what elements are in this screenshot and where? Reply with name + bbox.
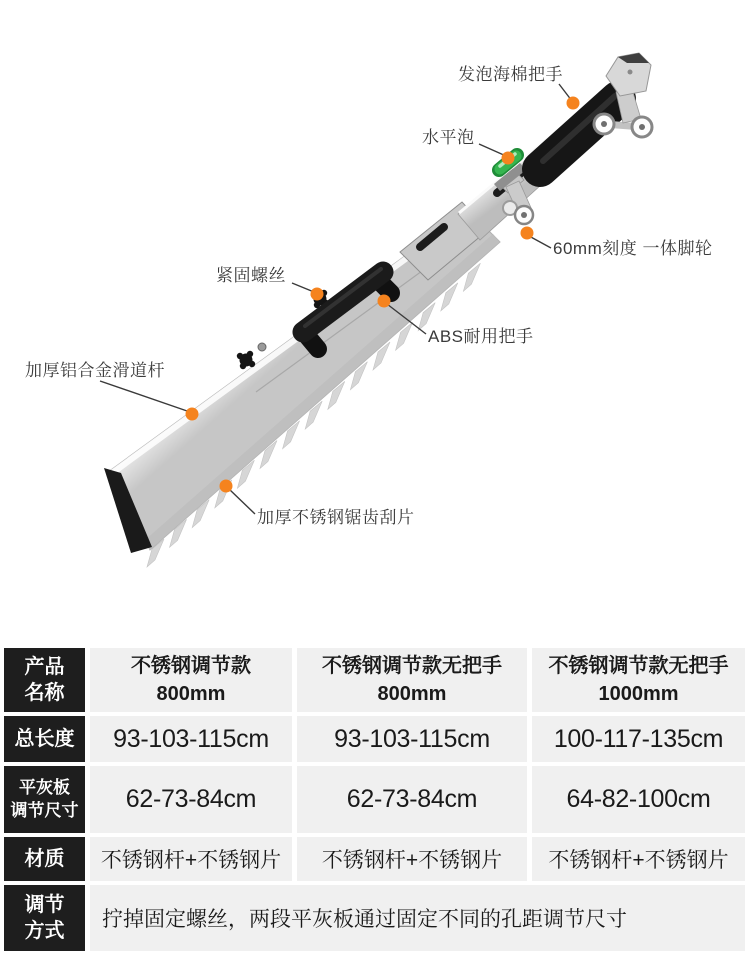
callout-line-rail [100, 381, 190, 412]
row-label-text: 名称 [24, 682, 65, 704]
callout-dot-level-bubble [502, 152, 515, 165]
row-label-adjust-method [4, 885, 85, 951]
row-label-material: 材质 [4, 837, 85, 881]
cell-material-2: 不锈钢杆+不锈钢片 [297, 837, 527, 881]
cell-text: 800mm [156, 683, 226, 705]
cell-total-length-3: 100-117-135cm [532, 716, 745, 762]
callout-dot-blade [220, 480, 233, 493]
fastening-knob-front [237, 351, 255, 369]
cell-total-length-2: 93-103-115cm [297, 716, 527, 762]
cell-text: 不锈钢调节款 [131, 655, 251, 677]
cell-material-3: 不锈钢杆+不锈钢片 [532, 837, 745, 881]
callout-label-fastening-screw: 紧固螺丝 [216, 266, 286, 285]
cell-product-name-1 [90, 648, 292, 712]
row-label-board-size [4, 766, 85, 833]
cell-board-size-3: 64-82-100cm [532, 766, 745, 833]
cell-total-length-1: 93-103-115cm [90, 716, 292, 762]
row-label-text: 平灰板 [19, 778, 70, 798]
cell-product-name-3 [532, 648, 745, 712]
callout-dot-fastening-screw [311, 288, 324, 301]
cell-board-size-2: 62-73-84cm [297, 766, 527, 833]
row-label-text: 产品 [24, 656, 65, 678]
callout-label-level-bubble: 水平泡 [422, 128, 475, 147]
callout-line-caster [529, 236, 551, 248]
cell-text: 不锈钢调节款无把手 [548, 655, 729, 677]
callout-label-foam-handle: 发泡海棉把手 [458, 65, 563, 84]
callout-dot-foam-handle [567, 97, 580, 110]
row-label-text: 调节尺寸 [10, 800, 79, 820]
callout-dot-abs-handle [378, 295, 391, 308]
row-label-text: 方式 [24, 920, 65, 942]
callout-dot-caster [521, 227, 534, 240]
cell-adjust-method: 拧掉固定螺丝，两段平灰板通过固定不同的孔距调节尺寸 [90, 885, 745, 951]
row-label-text: 调节 [24, 894, 65, 916]
cell-product-name-2 [297, 648, 527, 712]
callout-line-level-bubble [479, 144, 506, 156]
row-label-product-name [4, 648, 85, 712]
cell-material-1: 不锈钢杆+不锈钢片 [90, 837, 292, 881]
cell-board-size-1: 62-73-84cm [90, 766, 292, 833]
callout-label-caster: 60mm刻度 一体脚轮 [553, 239, 713, 258]
cell-text: 800mm [377, 683, 447, 705]
callout-line-fastening-screw [292, 283, 314, 292]
callout-label-blade: 加厚不锈钢锯齿刮片 [257, 508, 415, 527]
cell-text: 1000mm [598, 683, 679, 705]
callout-label-rail: 加厚铝合金滑道杆 [25, 361, 165, 380]
callout-label-abs-handle: ABS耐用把手 [428, 327, 534, 346]
callout-dot-rail [186, 408, 199, 421]
callout-line-blade [229, 489, 255, 514]
row-label-total-length: 总长度 [4, 716, 85, 762]
spec-table [4, 648, 745, 951]
cell-text: 不锈钢调节款无把手 [322, 655, 502, 677]
